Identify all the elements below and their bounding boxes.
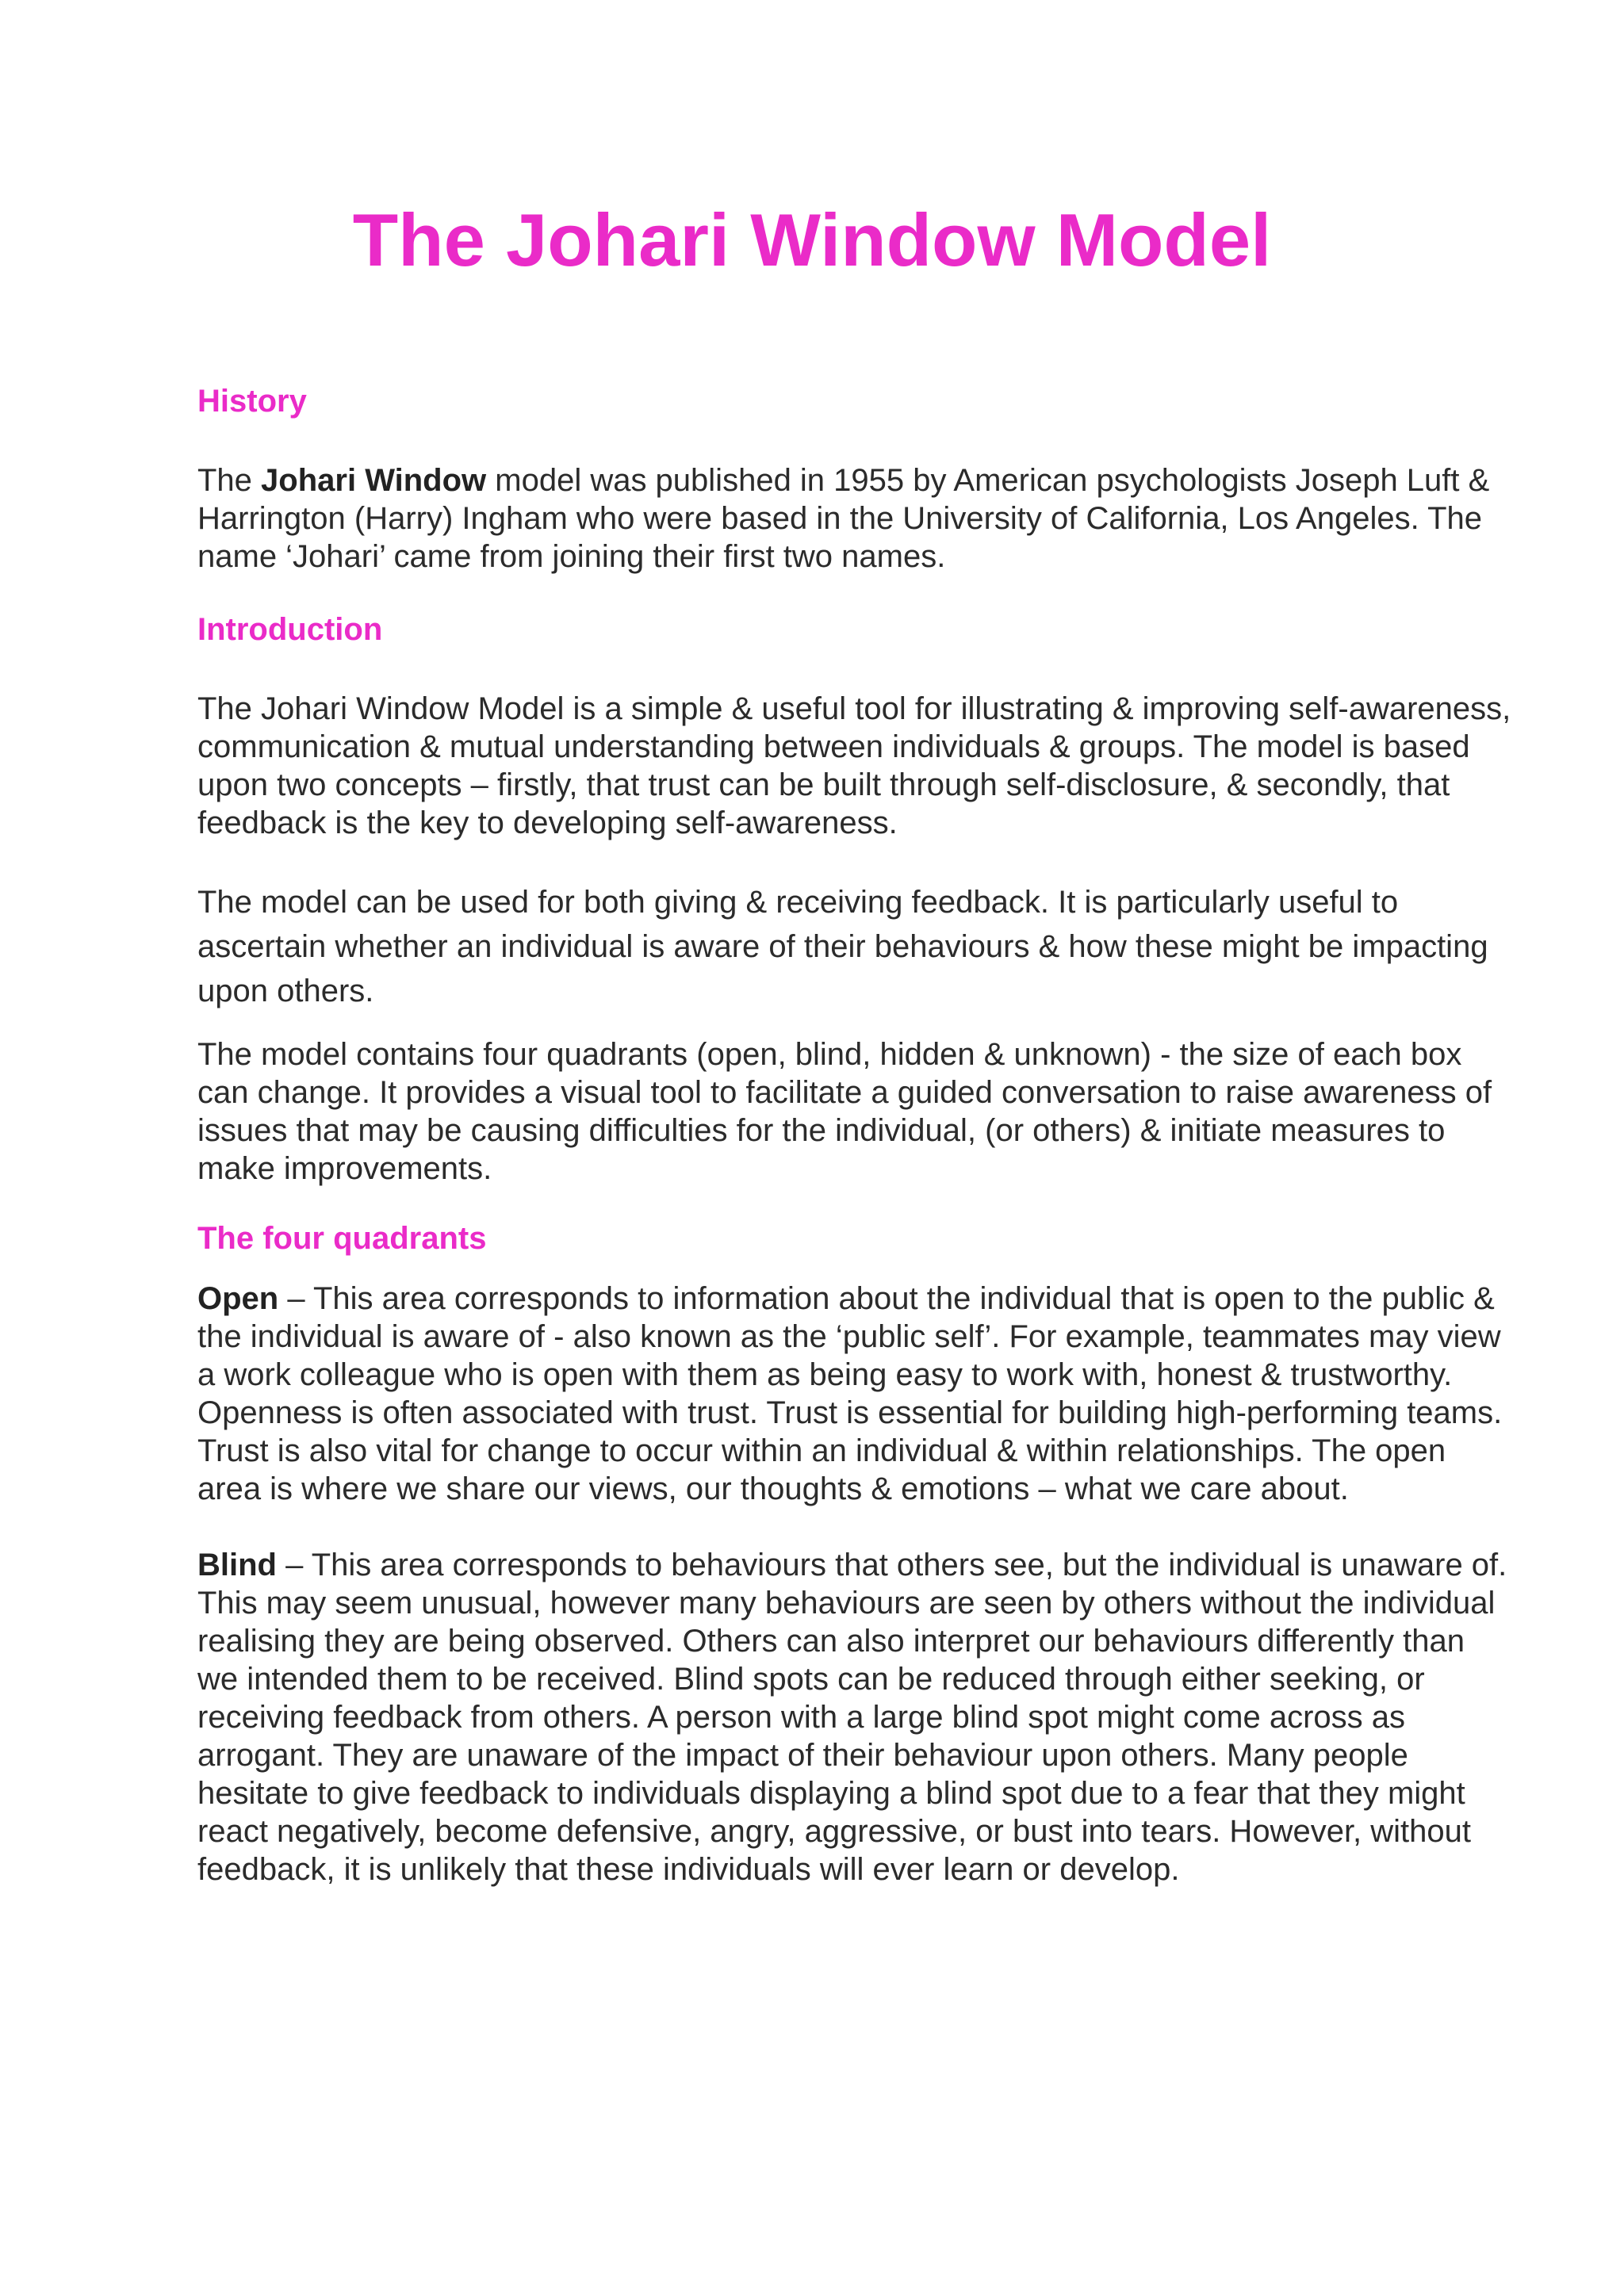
open-text: – This area corresponds to information about the individual that is open to the public & the individual is aware of - also known as the ‘public self’. For example, teammates may view a work colleague who is open with them as being easy to work with, honest & trustworthy. Openness is often associated with trust. Trust is essential for building high-performing teams. Trust is also vital for change to occur within an individual & within relationships. The open area is where we share our views, our thoughts & emotions – what we care about. [197, 1281, 1503, 1506]
history-prefix: The [197, 463, 262, 498]
page-title: The Johari Window Model [352, 198, 1272, 281]
johari-window-bold: Johari Window [261, 463, 487, 498]
history-text: model was published in 1955 by American psychologists Joseph Luft & Harrington (Harry) Ingham who were based in the University of California, Los Angeles. The name ‘Johari’ came from joining their first two names. [197, 463, 1490, 574]
history-heading: History [197, 384, 307, 419]
history-paragraph [197, 461, 1514, 576]
document-body [197, 379, 1514, 1888]
blind-text: – This area corresponds to behaviours that others see, but the individual is unaware of. This may seem unusual, however many behaviours are seen by others without the individual realising they are being observed. Others can also interpret our behaviours differently than we intended them to be received. Blind spots can be reduced through either seeking, or receiving feedback from others. A person with a large blind spot might come across as arrogant. They are unaware of the impact of their behaviour upon others. Many people hesitate to give feedback to individuals displaying a blind spot due to a fear that they might react negatively, become defensive, angry, aggressive, or bust into tears. However, without feedback, it is unlikely that these individuals will ever learn or develop. [197, 1548, 1507, 1887]
open-label: Open [197, 1281, 279, 1316]
introduction-paragraph-3: The model contains four quadrants (open, blind, hidden & unknown) - the size of each box can change. It provides a visual tool to facilitate a guided conversation to raise awareness of issues that may be causing difficulties for the individual, (or others) & initiate measures to make improvements. [197, 1037, 1492, 1186]
introduction-paragraph-2: The model can be used for both giving & receiving feedback. It is particularly useful to ascertain whether an individual is aware of their behaviours & how these might be impacting upon others. [197, 885, 1488, 1008]
introduction-heading: Introduction [197, 612, 383, 647]
four-quadrants-heading: The four quadrants [197, 1221, 487, 1256]
open-quadrant-paragraph [197, 1280, 1514, 1508]
introduction-paragraph-1: The Johari Window Model is a simple & useful tool for illustrating & improving self-awareness, communication & mutual understanding between individuals & groups. The model is based upon two concepts – firstly, that trust can be built through self-disclosure, & secondly, that feedback is the key to developing self-awareness. [197, 691, 1511, 840]
blind-quadrant-paragraph [197, 1546, 1514, 1888]
blind-label: Blind [197, 1548, 277, 1582]
